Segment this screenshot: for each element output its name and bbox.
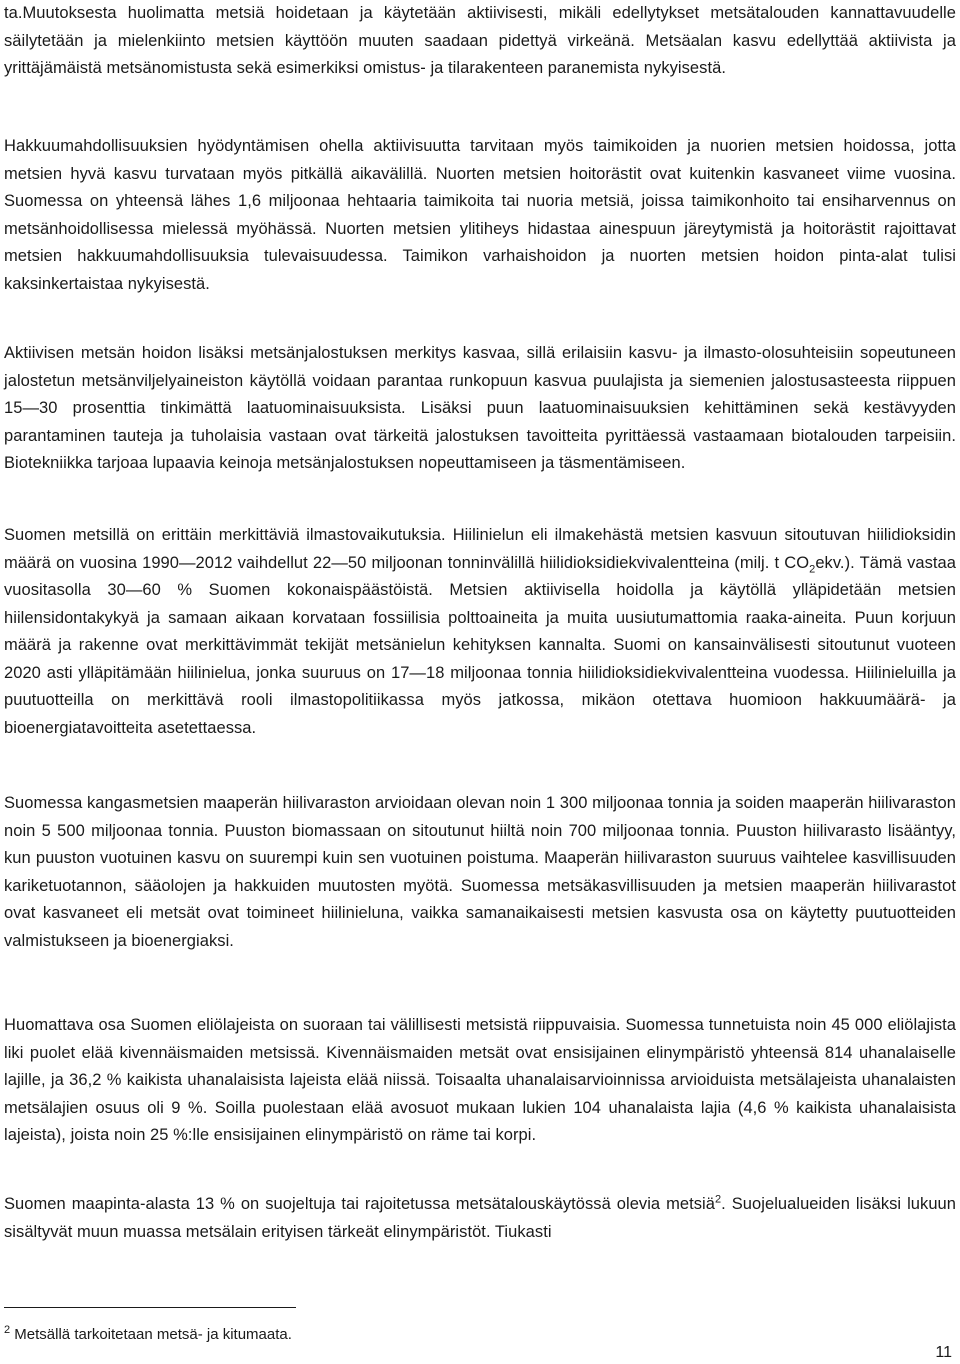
paragraph-4-text-b: ekv.). Tämä vastaa vuositasolla 30—60 % Suomen kokonaispäästöistä. Metsien aktiivisella hoidolla ja käytöllä ylläpidetään metsien hiilensidontakykyä ja samaan aikaan korvataan fossiilisia polttoaineita ja muita uusiutumattomia raaka-aineita. Puun korjuun määrä ja rakenne ovat merkittävimmät tekijät metsänielun kehityksen kannalta. Suomi on kansainvälisesti sitoutunut vuoteen 2020 asti ylläpitämään hiilinielua, jonka suuruus on 17—18 miljoonaa tonnia hiilidioksidiekvivalentteina vuodessa. Hiilinieluilla ja puutuotteilla on merkittävä rooli ilmastopolitiikassa myös jatkossa, mikäon otettava huomioon hakkuumäärä- ja bioenergiatavoitteita asetettaessa. [4,553,956,737]
footnote-reference: 2 [715,1193,722,1206]
footnote-divider [4,1307,296,1308]
paragraph-7 [4,1191,956,1246]
page-number: 11 [935,1344,952,1361]
paragraph-1: ta.Muutoksesta huolimatta metsiä hoidetaan ja käytetään aktiivisesti, mikäli edellytykset metsätalouden kannattavuudelle säilytetään ja mielenkiinto metsien käyttöön muuten saadaan pidettyä virkeänä. Metsäalan kasvu edellyttää aktiivista ja yrittäjämäistä metsänomistusta sekä esimerkiksi omistus- ja tilarakenteen paranemista nykyisestä. [4,4,956,77]
footnote-text: Metsällä tarkoitetaan metsä- ja kitumaata. [10,1326,292,1343]
paragraph-4 [4,522,956,742]
paragraph-3: Aktiivisen metsän hoidon lisäksi metsänjalostuksen merkitys kasvaa, sillä erilaisiin kasvu- ja ilmasto-olosuhteisiin sopeutuneen jalostetun metsänviljelyaineiston käytöllä voidaan parantaa runkopuun kasvua puulajista ja siemenien jalostusasteesta riippuen 15—30 prosenttia tinkimättä laatuominaisuuksista. Lisäksi puun laatuominaisuuksien kehittäminen sekä kestävyyden parantaminen tauteja ja tuholaisia vastaan ovat tärkeitä jalostuksen tavoitteita pyrittäessä vastaamaan biotalouden tarpeisiin. Biotekniikka tarjoaa lupaavia keinoja metsänjalostuksen nopeuttamiseen ja täsmentämiseen. [4,344,956,472]
paragraph-5: Suomessa kangasmetsien maaperän hiilivaraston arvioidaan olevan noin 1 300 miljoonaa tonnia ja soiden maaperän hiilivaraston noin 5 500 miljoonaa tonnia. Puuston biomassaan on sitoutunut hiiltä noin 700 miljoonaa tonnia. Puuston hiilivarasto lisääntyy, kun puuston vuotuinen kasvu on suurempi kuin sen vuotuinen poistuma. Maaperän hiilivaraston suuruus vaihtelee kasvillisuuden kariketuotannon, sääolojen ja hakkuiden muutosten myötä. Suomessa metsäkasvillisuuden ja metsien maaperän hiilivarastot ovat kasvaneet eli metsät ovat toimineet hiilinieluna, vaikka samanaikaisesti metsien kasvusta osa on käytetty puutuotteiden valmistukseen ja bioenergiaksi. [4,794,956,950]
paragraph-7-text-b: . Suojelualueiden lisäksi lukuun sisältyvät muun muassa metsälain erityisen tärkeät elinympäristöt. Tiukasti [4,1195,956,1241]
footnote-mark: 2 [4,1324,11,1336]
co2-subscript: 2 [809,562,816,575]
paragraph-7-text-a: Suomen maapinta-alasta 13 % on suojeltuja tai rajoitetussa metsätalouskäytössä olevia metsiä [4,1195,715,1213]
paragraph-2: Hakkuumahdollisuuksien hyödyntämisen ohella aktiivisuutta tarvitaan myös taimikoiden ja nuorien metsien hoidossa, jotta metsien hyvä kasvu turvataan myös pitkällä aikavälillä. Nuorten metsien hoitorästit ovat kuitenkin kasvaneet viime vuosina. Suomessa on yhteensä lähes 1,6 miljoonaa hehtaaria taimikoita tai nuoria metsiä, joissa taimikonhoito tai ensiharvennus on metsänhoidollisessa mielessä myöhässä. Nuorten metsien ylitiheys hidastaa ainespuun järeytymistä ja hoitorästit rajoittavat metsien hakkuumahdollisuuksia tulevaisuudessa. Taimikon varhaishoidon ja nuorten metsien hoidon pinta-alat tulisi kaksinkertaistaa nykyisestä. [4,137,956,293]
paragraph-4-text-a: Suomen metsillä on erittäin merkittäviä ilmastovaikutuksia. Hiilinielun eli ilmakehästä metsien kasvuun sitoutuvan hiilidioksidin määrä on vuosina 1990—2012 vaihdellut 22—50 miljoonan tonninvälillä hiilidioksidiekvivalentteina (milj. t CO [4,526,956,572]
paragraph-6: Huomattava osa Suomen eliölajeista on suoraan tai välillisesti metsistä riippuvaisia. Suomessa tunnetuista noin 45 000 eliölajista liki puolet elää kivennäismaiden metsissä. Kivennäismaiden metsät ovat ensisijainen elinympäristö yhteensä 814 uhanalaiselle lajille, ja 36,2 % kaikista uhanalaisista lajeista elää niissä. Toisaalta uhanalaisarvioinnissa arvioiduista metsälajeista uhanalaisten metsälajien osuus oli 9 %. Soilla puolestaan elää avosuot mukaan lukien 104 uhanalaista lajia (4,6 % kaikista uhanalaisista lajeista), joista noin 25 %:lle ensisijainen elinympäristö on räme tai korpi. [4,1016,956,1144]
footnote [4,1325,292,1345]
